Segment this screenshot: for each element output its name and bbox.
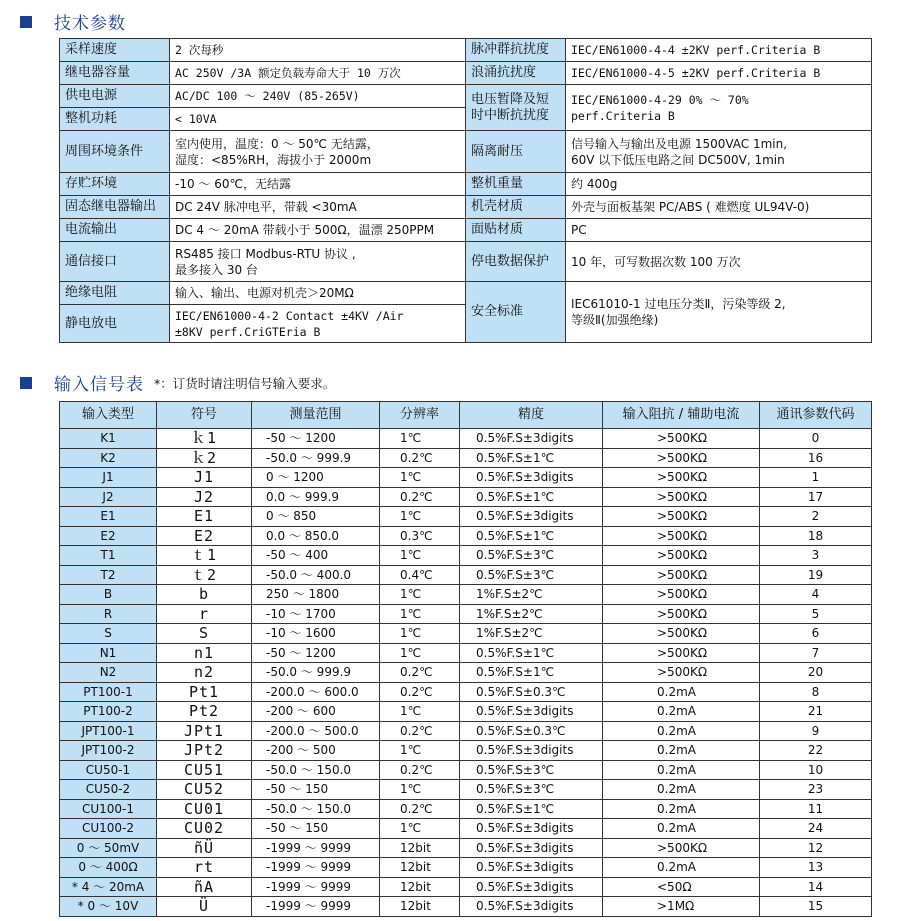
- impedance-cell: >500KΩ: [603, 604, 760, 624]
- table-row: [60, 429, 872, 449]
- accuracy-cell: 0.5%F.S±3digits: [460, 468, 603, 488]
- section-title-inputs: 输入信号表: [54, 375, 144, 395]
- spec-label: 固态继电器输出: [60, 196, 170, 219]
- spec-value: 2 次每秒: [170, 39, 466, 62]
- table-header-row: [60, 402, 872, 429]
- symbol-cell: JPt1: [157, 721, 252, 741]
- resolution-cell: 12bit: [380, 838, 460, 858]
- spec-value: 输入、输出、电源对机壳＞20MΩ: [170, 282, 466, 305]
- comm-code-cell: 1: [760, 468, 872, 488]
- table-row: [60, 624, 872, 644]
- impedance-cell: 0.2mA: [603, 858, 760, 878]
- range-cell: -200 ～ 500: [252, 741, 380, 761]
- spec-label: 存贮环境: [60, 173, 170, 196]
- symbol-cell: rt: [157, 858, 252, 878]
- spec-value: [566, 85, 872, 131]
- table-row: [60, 487, 872, 507]
- resolution-cell: 1℃: [380, 604, 460, 624]
- section-square-icon: [20, 16, 32, 28]
- range-cell: -50 ～ 1200: [252, 643, 380, 663]
- accuracy-cell: 0.5%F.S±3℃: [460, 565, 603, 585]
- range-cell: 0.0 ～ 850.0: [252, 526, 380, 546]
- impedance-cell: >500KΩ: [603, 507, 760, 527]
- accuracy-cell: 0.5%F.S±0.3℃: [460, 721, 603, 741]
- impedance-cell: >500KΩ: [603, 565, 760, 585]
- input-type-cell: K1: [60, 429, 157, 449]
- spec-value-line: IEC/EN61000-4-29 0% ～ 70%: [571, 92, 749, 107]
- symbol-cell: b: [157, 585, 252, 605]
- accuracy-cell: 0.5%F.S±3digits: [460, 877, 603, 897]
- symbol-cell: CU01: [157, 799, 252, 819]
- resolution-cell: 1℃: [380, 624, 460, 644]
- spec-value-line: 等级Ⅱ(加强绝缘): [571, 313, 659, 327]
- spec-label: 电流输出: [60, 219, 170, 242]
- spec-value: 外壳与面板基架 PC/ABS ( 难燃度 UL94V-0): [566, 196, 872, 219]
- column-header: 符号: [157, 402, 252, 429]
- spec-label: 脉冲群抗扰度: [466, 39, 566, 62]
- section-title-specs: 技术参数: [54, 14, 126, 34]
- input-type-cell: K2: [60, 448, 157, 468]
- impedance-cell: >500KΩ: [603, 663, 760, 683]
- spec-label: 隔离耐压: [466, 131, 566, 173]
- resolution-cell: 12bit: [380, 858, 460, 878]
- input-type-cell: * 0 ～ 10V: [60, 897, 157, 917]
- table-row: [60, 448, 872, 468]
- input-type-cell: N1: [60, 643, 157, 663]
- input-type-cell: R: [60, 604, 157, 624]
- accuracy-cell: 0.5%F.S±3digits: [460, 838, 603, 858]
- impedance-cell: 0.2mA: [603, 682, 760, 702]
- accuracy-cell: 0.5%F.S±3digits: [460, 819, 603, 839]
- column-header: 输入类型: [60, 402, 157, 429]
- spec-value: [566, 131, 872, 173]
- accuracy-cell: 0.5%F.S±1℃: [460, 448, 603, 468]
- table-row: [60, 838, 872, 858]
- impedance-cell: 0.2mA: [603, 760, 760, 780]
- table-row: [60, 780, 872, 800]
- input-type-cell: J1: [60, 468, 157, 488]
- range-cell: -1999 ～ 9999: [252, 897, 380, 917]
- accuracy-cell: 0.5%F.S±3℃: [460, 760, 603, 780]
- range-cell: -10 ～ 1700: [252, 604, 380, 624]
- table-row: [60, 507, 872, 527]
- input-type-cell: J2: [60, 487, 157, 507]
- accuracy-cell: 0.5%F.S±3digits: [460, 702, 603, 722]
- spec-value-line: IEC/EN61000-4-2 Contact ±4KV /Air: [175, 308, 404, 323]
- accuracy-cell: 0.5%F.S±3digits: [460, 897, 603, 917]
- symbol-cell: ｔ1: [157, 546, 252, 566]
- comm-code-cell: 2: [760, 507, 872, 527]
- comm-code-cell: 10: [760, 760, 872, 780]
- spec-value-line: perf.Criteria B: [571, 108, 675, 123]
- symbol-cell: CU02: [157, 819, 252, 839]
- spec-value-line: 湿度：<85%RH，海拔小于 2000m: [175, 152, 372, 167]
- spec-label: 供电电源: [60, 85, 170, 108]
- accuracy-cell: 0.5%F.S±3digits: [460, 741, 603, 761]
- symbol-cell: JPt2: [157, 741, 252, 761]
- range-cell: 0 ～ 1200: [252, 468, 380, 488]
- range-cell: -50.0 ～ 150.0: [252, 799, 380, 819]
- input-type-cell: PT100-1: [60, 682, 157, 702]
- spec-label: 周围环境条件: [60, 131, 170, 173]
- comm-code-cell: 14: [760, 877, 872, 897]
- spec-value-line: 室内使用，温度：0 ～ 50℃ 无结露，: [175, 136, 379, 151]
- input-type-cell: B: [60, 585, 157, 605]
- comm-code-cell: 13: [760, 858, 872, 878]
- accuracy-cell: 0.5%F.S±3digits: [460, 507, 603, 527]
- resolution-cell: 0.3℃: [380, 526, 460, 546]
- spec-value: -10 ～ 60℃，无结露: [170, 173, 466, 196]
- input-type-cell: JPT100-2: [60, 741, 157, 761]
- range-cell: -50 ～ 150: [252, 819, 380, 839]
- input-type-cell: T1: [60, 546, 157, 566]
- range-cell: -200 ～ 600: [252, 702, 380, 722]
- resolution-cell: 0.2℃: [380, 487, 460, 507]
- column-header: 输入阻抗 / 辅助电流: [603, 402, 760, 429]
- range-cell: 250 ～ 1800: [252, 585, 380, 605]
- table-row: [60, 546, 872, 566]
- table-row: [60, 219, 872, 242]
- comm-code-cell: 7: [760, 643, 872, 663]
- spec-value-line: 60V 以下低压电路之间 DC500V, 1min: [571, 152, 785, 167]
- section-square-icon: [20, 377, 32, 389]
- spec-value-line: RS485 接口 Modbus-RTU 协议 ,: [175, 246, 356, 261]
- table-row: [60, 468, 872, 488]
- range-cell: -1999 ～ 9999: [252, 858, 380, 878]
- spec-value: [170, 305, 466, 343]
- spec-value: AC/DC 100 ～ 240V (85-265V): [170, 85, 466, 108]
- resolution-cell: 1℃: [380, 780, 460, 800]
- table-row: [60, 702, 872, 722]
- spec-value: [566, 282, 872, 343]
- accuracy-cell: 1%F.S±2℃: [460, 604, 603, 624]
- comm-code-cell: 16: [760, 448, 872, 468]
- spec-label-line: 时中断抗扰度: [471, 107, 550, 123]
- table-row: [60, 196, 872, 219]
- resolution-cell: 0.2℃: [380, 682, 460, 702]
- spec-value: DC 24V 脉冲电平，带载 <30mA: [170, 196, 466, 219]
- input-type-cell: E2: [60, 526, 157, 546]
- table-row: [60, 173, 872, 196]
- range-cell: -200.0 ～ 500.0: [252, 721, 380, 741]
- symbol-cell: n2: [157, 663, 252, 683]
- resolution-cell: 0.2℃: [380, 799, 460, 819]
- column-header: 通讯参数代码: [760, 402, 872, 429]
- resolution-cell: 12bit: [380, 877, 460, 897]
- impedance-cell: <50Ω: [603, 877, 760, 897]
- spec-label: 继电器容量: [60, 62, 170, 85]
- input-type-cell: T2: [60, 565, 157, 585]
- impedance-cell: >500KΩ: [603, 448, 760, 468]
- impedance-cell: >500KΩ: [603, 487, 760, 507]
- spec-label: 整机重量: [466, 173, 566, 196]
- accuracy-cell: 0.5%F.S±1℃: [460, 799, 603, 819]
- spec-value: IEC/EN61000-4-5 ±2KV perf.Criteria B: [566, 62, 872, 85]
- table-row: [60, 799, 872, 819]
- table-row: [60, 85, 872, 108]
- symbol-cell: ｋ1: [157, 429, 252, 449]
- spec-label: 绝缘电阻: [60, 282, 170, 305]
- accuracy-cell: 0.5%F.S±0.3℃: [460, 682, 603, 702]
- spec-label: 采样速度: [60, 39, 170, 62]
- impedance-cell: 0.2mA: [603, 819, 760, 839]
- comm-code-cell: 0: [760, 429, 872, 449]
- resolution-cell: 0.2℃: [380, 448, 460, 468]
- input-type-cell: * 4 ～ 20mA: [60, 877, 157, 897]
- symbol-cell: ñÜ: [157, 838, 252, 858]
- resolution-cell: 0.2℃: [380, 760, 460, 780]
- table-row: [60, 741, 872, 761]
- input-type-cell: JPT100-1: [60, 721, 157, 741]
- resolution-cell: 1℃: [380, 741, 460, 761]
- spec-value: 10 年，可写数据次数 100 万次: [566, 242, 872, 282]
- range-cell: -200.0 ～ 600.0: [252, 682, 380, 702]
- spec-table: [59, 38, 872, 343]
- range-cell: 0.0 ～ 999.9: [252, 487, 380, 507]
- accuracy-cell: 0.5%F.S±3℃: [460, 546, 603, 566]
- spec-value: PC: [566, 219, 872, 242]
- symbol-cell: Pt2: [157, 702, 252, 722]
- column-header: 测量范围: [252, 402, 380, 429]
- table-row: [60, 858, 872, 878]
- comm-code-cell: 21: [760, 702, 872, 722]
- input-type-cell: S: [60, 624, 157, 644]
- input-type-cell: CU100-2: [60, 819, 157, 839]
- spec-value: 约 400g: [566, 173, 872, 196]
- comm-code-cell: 15: [760, 897, 872, 917]
- symbol-cell: CU52: [157, 780, 252, 800]
- input-type-cell: CU50-1: [60, 760, 157, 780]
- comm-code-cell: 3: [760, 546, 872, 566]
- range-cell: -1999 ～ 9999: [252, 877, 380, 897]
- table-row: [60, 643, 872, 663]
- section-header-inputs: [20, 370, 335, 395]
- resolution-cell: 1℃: [380, 429, 460, 449]
- impedance-cell: >500KΩ: [603, 468, 760, 488]
- spec-value: DC 4 ～ 20mA 带载小于 500Ω，温漂 250PPM: [170, 219, 466, 242]
- spec-label: 面贴材质: [466, 219, 566, 242]
- resolution-cell: 1℃: [380, 507, 460, 527]
- table-row: [60, 721, 872, 741]
- spec-label: 安全标准: [466, 282, 566, 343]
- input-type-cell: 0 ～ 50mV: [60, 838, 157, 858]
- spec-value: [170, 242, 466, 282]
- table-row: [60, 585, 872, 605]
- table-row: [60, 282, 872, 305]
- impedance-cell: 0.2mA: [603, 741, 760, 761]
- table-row: [60, 819, 872, 839]
- input-type-cell: E1: [60, 507, 157, 527]
- symbol-cell: Pt1: [157, 682, 252, 702]
- column-header: 精度: [460, 402, 603, 429]
- symbol-cell: n1: [157, 643, 252, 663]
- impedance-cell: >500KΩ: [603, 429, 760, 449]
- comm-code-cell: 22: [760, 741, 872, 761]
- impedance-cell: 0.2mA: [603, 799, 760, 819]
- resolution-cell: 0.4℃: [380, 565, 460, 585]
- resolution-cell: 12bit: [380, 897, 460, 917]
- symbol-cell: E1: [157, 507, 252, 527]
- range-cell: -50 ～ 1200: [252, 429, 380, 449]
- symbol-cell: E2: [157, 526, 252, 546]
- comm-code-cell: 8: [760, 682, 872, 702]
- table-row: [60, 62, 872, 85]
- symbol-cell: S: [157, 624, 252, 644]
- impedance-cell: >500KΩ: [603, 585, 760, 605]
- table-row: [60, 604, 872, 624]
- impedance-cell: >500KΩ: [603, 838, 760, 858]
- resolution-cell: 1℃: [380, 702, 460, 722]
- spec-value: < 10VA: [170, 108, 466, 131]
- spec-value-line: IEC61010-1 过电压分类Ⅱ，污染等级 2,: [571, 297, 786, 311]
- range-cell: -50.0 ～ 400.0: [252, 565, 380, 585]
- comm-code-cell: 4: [760, 585, 872, 605]
- spec-value: IEC/EN61000-4-4 ±2KV perf.Criteria B: [566, 39, 872, 62]
- spec-label: 静电放电: [60, 305, 170, 343]
- accuracy-cell: 0.5%F.S±3digits: [460, 429, 603, 449]
- comm-code-cell: 18: [760, 526, 872, 546]
- spec-value-line: 信号输入与输出及电源 1500VAC 1min,: [571, 136, 788, 151]
- impedance-cell: >500KΩ: [603, 526, 760, 546]
- resolution-cell: 1℃: [380, 819, 460, 839]
- comm-code-cell: 17: [760, 487, 872, 507]
- range-cell: -10 ～ 1600: [252, 624, 380, 644]
- accuracy-cell: 0.5%F.S±1℃: [460, 526, 603, 546]
- accuracy-cell: 1%F.S±2℃: [460, 624, 603, 644]
- comm-code-cell: 5: [760, 604, 872, 624]
- range-cell: -50 ～ 400: [252, 546, 380, 566]
- column-header: 分辨率: [380, 402, 460, 429]
- symbol-cell: CU51: [157, 760, 252, 780]
- range-cell: -50.0 ～ 999.9: [252, 448, 380, 468]
- accuracy-cell: 0.5%F.S±1℃: [460, 643, 603, 663]
- range-cell: 0 ～ 850: [252, 507, 380, 527]
- impedance-cell: 0.2mA: [603, 780, 760, 800]
- comm-code-cell: 19: [760, 565, 872, 585]
- impedance-cell: >500KΩ: [603, 624, 760, 644]
- comm-code-cell: 12: [760, 838, 872, 858]
- symbol-cell: J1: [157, 468, 252, 488]
- symbol-cell: ñA: [157, 877, 252, 897]
- resolution-cell: 1℃: [380, 546, 460, 566]
- table-row: [60, 39, 872, 62]
- spec-label: 浪涌抗扰度: [466, 62, 566, 85]
- spec-label: 通信接口: [60, 242, 170, 282]
- resolution-cell: 1℃: [380, 585, 460, 605]
- symbol-cell: J2: [157, 487, 252, 507]
- spec-value-line: 最多接入 30 台: [175, 262, 258, 277]
- range-cell: -1999 ～ 9999: [252, 838, 380, 858]
- table-row: [60, 526, 872, 546]
- table-row: [60, 131, 872, 173]
- table-row: [60, 682, 872, 702]
- impedance-cell: >500KΩ: [603, 546, 760, 566]
- range-cell: -50.0 ～ 150.0: [252, 760, 380, 780]
- spec-value: AC 250V /3A 额定负载寿命大于 10 万次: [170, 62, 466, 85]
- table-row: [60, 760, 872, 780]
- table-row: [60, 663, 872, 683]
- accuracy-cell: 0.5%F.S±3digits: [460, 858, 603, 878]
- accuracy-cell: 0.5%F.S±3℃: [460, 780, 603, 800]
- input-signal-table: [59, 401, 872, 917]
- impedance-cell: 0.2mA: [603, 721, 760, 741]
- comm-code-cell: 23: [760, 780, 872, 800]
- input-type-cell: 0 ～ 400Ω: [60, 858, 157, 878]
- table-row: [60, 565, 872, 585]
- impedance-cell: 0.2mA: [603, 702, 760, 722]
- input-type-cell: N2: [60, 663, 157, 683]
- section-note: *：订货时请注明信号输入要求。: [154, 375, 336, 391]
- input-table-body: [60, 429, 872, 917]
- comm-code-cell: 6: [760, 624, 872, 644]
- range-cell: -50 ～ 150: [252, 780, 380, 800]
- table-row: [60, 242, 872, 282]
- resolution-cell: 0.2℃: [380, 663, 460, 683]
- input-type-cell: CU50-2: [60, 780, 157, 800]
- comm-code-cell: 24: [760, 819, 872, 839]
- comm-code-cell: 9: [760, 721, 872, 741]
- range-cell: -50.0 ～ 999.9: [252, 663, 380, 683]
- table-row: [60, 877, 872, 897]
- resolution-cell: 1℃: [380, 643, 460, 663]
- symbol-cell: r: [157, 604, 252, 624]
- impedance-cell: >500KΩ: [603, 643, 760, 663]
- spec-value-line: ±8KV perf.CriGTEria B: [175, 324, 321, 339]
- symbol-cell: Ü: [157, 897, 252, 917]
- symbol-cell: ｋ2: [157, 448, 252, 468]
- spec-label: 机壳材质: [466, 196, 566, 219]
- accuracy-cell: 0.5%F.S±1℃: [460, 487, 603, 507]
- spec-label: [466, 85, 566, 131]
- section-header-specs: [20, 9, 126, 34]
- input-type-cell: CU100-1: [60, 799, 157, 819]
- accuracy-cell: 1%F.S±2℃: [460, 585, 603, 605]
- resolution-cell: 1℃: [380, 468, 460, 488]
- spec-label-line: 电压暂降及短: [471, 91, 550, 107]
- symbol-cell: ｔ2: [157, 565, 252, 585]
- comm-code-cell: 11: [760, 799, 872, 819]
- accuracy-cell: 0.5%F.S±1℃: [460, 663, 603, 683]
- table-row: [60, 897, 872, 917]
- input-type-cell: PT100-2: [60, 702, 157, 722]
- resolution-cell: 0.2℃: [380, 721, 460, 741]
- spec-value: [170, 131, 466, 173]
- comm-code-cell: 20: [760, 663, 872, 683]
- spec-label: 停电数据保护: [466, 242, 566, 282]
- spec-label: 整机功耗: [60, 108, 170, 131]
- impedance-cell: >1MΩ: [603, 897, 760, 917]
